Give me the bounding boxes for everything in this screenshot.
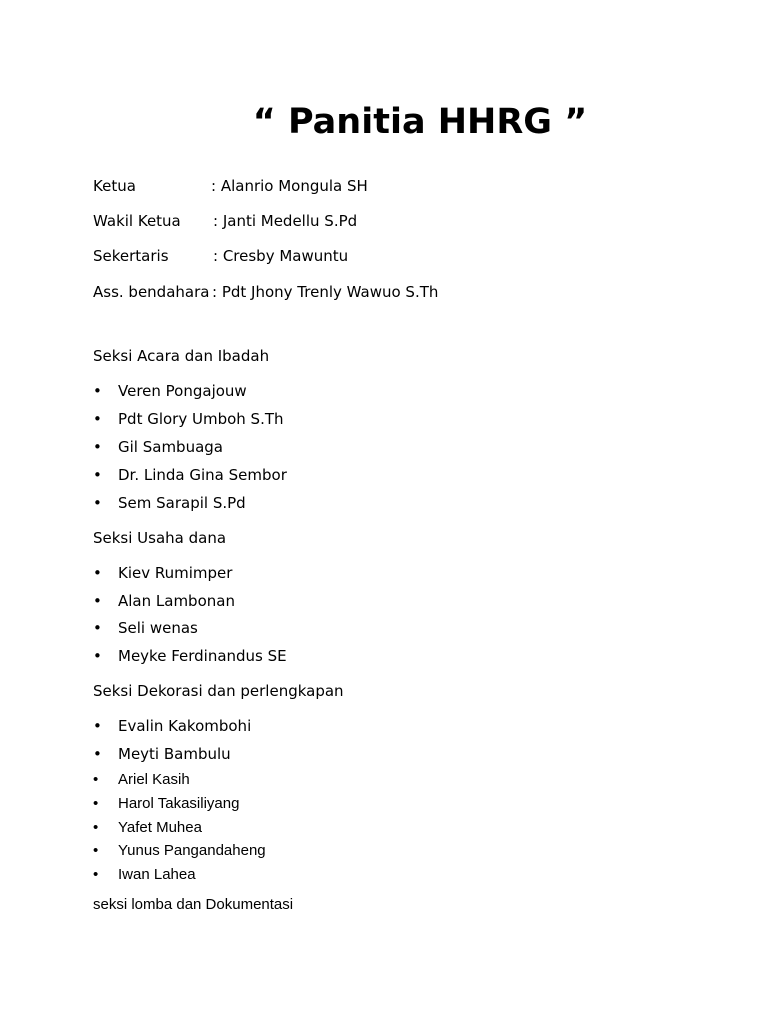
member-name: Seli wenas: [118, 619, 198, 637]
bullet-icon: •: [93, 619, 102, 637]
member-name: Yafet Muhea: [118, 819, 202, 836]
page-title: “ Panitia HHRG ”: [252, 102, 588, 142]
member-name: Evalin Kakombohi: [118, 717, 252, 735]
officer-role: Sekertaris: [93, 247, 169, 265]
member-name: Sem Sarapil S.Pd: [118, 494, 246, 512]
member-name: Iwan Lahea: [118, 866, 196, 883]
section-title-usaha-dana: Seksi Usaha dana: [93, 529, 227, 547]
officer-role: Ketua: [93, 177, 136, 195]
member-name: Gil Sambuaga: [118, 438, 223, 456]
section-title-dekorasi: Seksi Dekorasi dan perlengkapan: [93, 682, 344, 700]
member-name: Kiev Rumimper: [118, 564, 233, 582]
officer-row-wakil-ketua: [93, 211, 358, 231]
officer-row-ketua: [93, 176, 368, 196]
bullet-icon: •: [93, 795, 99, 812]
member-name: Dr. Linda Gina Sembor: [118, 466, 287, 484]
member-name: Yunus Pangandaheng: [118, 842, 266, 859]
officer-row-sekertaris: [93, 246, 349, 266]
officer-row-bendahara: [93, 282, 439, 302]
bullet-icon: •: [93, 717, 102, 735]
section-title-acara-ibadah: Seksi Acara dan Ibadah: [93, 347, 270, 365]
officer-role: Ass. bendahara: [93, 283, 210, 301]
member-name: Veren Pongajouw: [118, 382, 247, 400]
bullet-icon: •: [93, 466, 102, 484]
section-title-lomba-dokumentasi: seksi lomba dan Dokumentasi: [93, 896, 294, 913]
officer-value: : Cresby Mawuntu: [213, 247, 349, 265]
bullet-icon: •: [93, 564, 102, 582]
bullet-icon: •: [93, 592, 102, 610]
member-name: Alan Lambonan: [118, 592, 235, 610]
member-name: Ariel Kasih: [118, 771, 190, 788]
officer-role: Wakil Ketua: [93, 212, 181, 230]
bullet-icon: •: [93, 647, 102, 665]
officer-value: : Alanrio Mongula SH: [211, 177, 368, 195]
bullet-icon: •: [93, 819, 99, 836]
bullet-icon: •: [93, 866, 99, 883]
member-name: Meyke Ferdinandus SE: [118, 647, 287, 665]
officer-value: : Pdt Jhony Trenly Wawuo S.Th: [212, 283, 439, 301]
bullet-icon: •: [93, 382, 102, 400]
bullet-icon: •: [93, 410, 102, 428]
bullet-icon: •: [93, 842, 99, 859]
bullet-icon: •: [93, 771, 99, 788]
bullet-icon: •: [93, 494, 102, 512]
officer-value: : Janti Medellu S.Pd: [213, 212, 358, 230]
bullet-icon: •: [93, 745, 102, 763]
bullet-icon: •: [93, 438, 102, 456]
member-name: Meyti Bambulu: [118, 745, 231, 763]
member-name: Pdt Glory Umboh S.Th: [118, 410, 284, 428]
member-name: Harol Takasiliyang: [118, 795, 240, 812]
